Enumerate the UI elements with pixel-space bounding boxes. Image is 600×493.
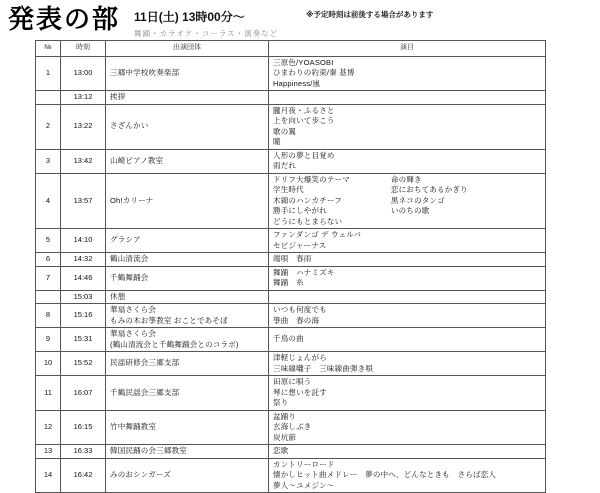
- row-number-cell: 2: [36, 104, 61, 149]
- program-line: 歌の翼: [273, 126, 297, 136]
- row-number-cell: 10: [36, 352, 61, 376]
- program-line: 朧月夜・ふるさと: [273, 105, 335, 115]
- time-cell: 14:32: [61, 253, 106, 267]
- time-cell: 15:52: [61, 352, 106, 376]
- time-cell: 14:10: [61, 229, 106, 253]
- group-cell: [106, 290, 269, 304]
- program-line: 挨拶: [110, 92, 126, 101]
- program-cell: [269, 266, 546, 290]
- program-line: 木綿のハンカチーフ: [273, 195, 342, 205]
- program-line: いのちの歌: [390, 206, 430, 215]
- row-number-cell: [36, 91, 61, 105]
- program-line: 夢人～ユメジン～: [273, 480, 335, 490]
- row-number-cell: 9: [36, 328, 61, 352]
- time-cell: 13:12: [61, 91, 106, 105]
- program-right-column: [391, 175, 541, 228]
- table-row: [36, 304, 546, 328]
- time-cell: 15:31: [61, 328, 106, 352]
- group-cell: [106, 458, 269, 493]
- program-line: もみの木お箏教室 おことであそぼ: [110, 315, 228, 325]
- group-cell: [106, 410, 269, 445]
- time-cell: 13:42: [61, 149, 106, 173]
- group-cell: [106, 304, 269, 328]
- group-cell: [106, 56, 269, 91]
- time-cell: 13:00: [61, 56, 106, 91]
- program-line: 学生時代: [273, 185, 304, 194]
- program-line: 恋におちてあるかぎり: [390, 185, 468, 194]
- program-line: グラシア: [110, 235, 141, 245]
- program-line: 千鶴舞踊会: [110, 272, 149, 282]
- row-number-cell: 5: [36, 229, 61, 253]
- group-cell: [106, 445, 269, 459]
- program-cell: [269, 352, 546, 376]
- column-header-3: 演目: [269, 41, 546, 57]
- program-line: 民謡研修会三郷支部: [110, 358, 180, 368]
- program-line: 瞳: [273, 137, 281, 146]
- time-cell: 14:46: [61, 266, 106, 290]
- table-row: [36, 445, 546, 459]
- program-line: みのおシンガーズ: [110, 470, 172, 479]
- time-cell: 13:57: [61, 173, 106, 229]
- column-header-0: №: [36, 41, 61, 57]
- program-line: カントリーロード: [273, 459, 335, 469]
- group-cell: [106, 266, 269, 290]
- program-table-body: [36, 56, 546, 493]
- program-line: 舞踊 ハナミズキ: [273, 267, 335, 277]
- group-cell: [106, 173, 269, 229]
- program-cell: [269, 304, 546, 328]
- program-line: Happiness/嵐: [273, 78, 321, 88]
- table-row: [36, 56, 546, 91]
- table-row: [36, 266, 546, 290]
- program-line: 端唄 春雨: [273, 254, 312, 263]
- row-number-cell: 12: [36, 410, 61, 445]
- program-line: ファンダンゴ デ ウェルバ: [273, 230, 362, 239]
- program-line: 雨だれ: [273, 161, 297, 170]
- program-line: 黒ネコのタンゴ: [390, 195, 445, 205]
- program-line: 三原色/YOASOBI: [273, 57, 334, 67]
- program-line: 鶴山清流会: [110, 254, 149, 263]
- program-line: 竹中舞踊教室: [110, 422, 157, 431]
- schedule-note: ※予定時刻は前後する場合があります: [306, 10, 434, 19]
- program-cell: [269, 376, 546, 411]
- group-cell: [106, 352, 269, 376]
- program-line: (鶴山清流会と千鶴舞踊会とのコラボ): [110, 339, 239, 349]
- table-row: [36, 229, 546, 253]
- time-cell: 15:03: [61, 290, 106, 304]
- program-line: いつも何度でも: [273, 305, 327, 314]
- program-line: 盆踊り: [273, 411, 297, 421]
- time-cell: 16:42: [61, 458, 106, 493]
- group-cell: [106, 376, 269, 411]
- column-header-2: 出演団体: [106, 41, 269, 57]
- table-row: [36, 328, 546, 352]
- program-line: 祭り: [273, 398, 289, 407]
- time-cell: 16:07: [61, 376, 106, 411]
- program-line: 華扇さくら会: [110, 305, 157, 314]
- program-left-column: [273, 175, 391, 228]
- program-cell: [269, 173, 546, 229]
- program-line: 上を向いて歩こう: [273, 116, 335, 125]
- group-cell: [106, 104, 269, 149]
- group-cell: [106, 328, 269, 352]
- program-line: 勝手にしやがれ: [273, 206, 327, 215]
- table-row: [36, 173, 546, 229]
- program-line: 箏曲 春の海: [273, 315, 320, 325]
- column-header-1: 時刻: [61, 41, 106, 57]
- page-title: 発表の部: [8, 4, 121, 34]
- program-line: 三味線囃子 三味線曲弾き唄: [273, 363, 374, 373]
- program-line: 三郷中学校吹奏楽部: [110, 68, 180, 77]
- time-cell: 15:16: [61, 304, 106, 328]
- program-line: どうにもとまらない: [273, 216, 343, 226]
- program-line: 炭坑節: [273, 432, 297, 442]
- program-table: [35, 40, 546, 493]
- table-header-row: [36, 41, 546, 57]
- program-line: 舞踊 糸: [273, 278, 304, 287]
- group-cell: [106, 253, 269, 267]
- row-number-cell: 6: [36, 253, 61, 267]
- row-number-cell: 4: [36, 173, 61, 229]
- page-header: [0, 0, 600, 36]
- program-cell: [269, 328, 546, 352]
- program-cell: [269, 149, 546, 173]
- row-number-cell: 1: [36, 56, 61, 91]
- program-line: 千鳥の曲: [273, 334, 304, 344]
- program-cell: [269, 56, 546, 91]
- time-cell: 16:33: [61, 445, 106, 459]
- row-number-cell: 3: [36, 149, 61, 173]
- program-line: 命の輝き: [390, 174, 422, 184]
- row-number-cell: 8: [36, 304, 61, 328]
- program-line: 琴に想いを託す: [273, 387, 327, 397]
- table-row: [36, 253, 546, 267]
- program-line: 人形の夢と目覚め: [273, 150, 335, 160]
- table-row: [36, 376, 546, 411]
- program-line: ひまわりの約束/秦 基博: [273, 68, 355, 77]
- time-cell: 13:22: [61, 104, 106, 149]
- program-cell: [269, 410, 546, 445]
- table-row: [36, 149, 546, 173]
- program-line: セビジャーナス: [273, 240, 327, 250]
- table-row-interlude: [36, 91, 546, 105]
- program-line: 恋歌: [273, 446, 289, 455]
- time-cell: 16:15: [61, 410, 106, 445]
- program-line: ドリフ大爆笑のテーマ: [273, 174, 350, 184]
- event-datetime: 11日(土) 13時00分～: [134, 10, 245, 24]
- row-number-cell: 14: [36, 458, 61, 493]
- program-line: 山崎ピアノ教室: [110, 155, 164, 165]
- program-line: さざんかい: [110, 121, 149, 131]
- table-row: [36, 410, 546, 445]
- table-row: [36, 352, 546, 376]
- program-line: 田原に唄う: [273, 377, 312, 386]
- table-row: [36, 104, 546, 149]
- event-subtitle: 舞踊・カラオケ・コーラス・演奏など: [134, 29, 279, 38]
- row-number-cell: 7: [36, 266, 61, 290]
- program-cell: [269, 253, 546, 267]
- program-line: 華扇さくら会: [110, 329, 157, 338]
- table-row: [36, 458, 546, 493]
- program-line: 韓国民踊の会三郷教室: [110, 446, 187, 455]
- group-cell: [106, 149, 269, 173]
- program-line: 懐かしヒット曲メドレー 夢の中へ、どんなときも さらば恋人: [273, 470, 497, 479]
- program-cell: [269, 290, 546, 304]
- header-datetime-block: [134, 8, 278, 39]
- program-line: 休憩: [110, 291, 126, 301]
- row-number-cell: 13: [36, 445, 61, 459]
- program-line: 玄海しぶき: [273, 422, 312, 431]
- program-cell: [269, 458, 546, 493]
- program-line: 津軽じょんがら: [273, 353, 327, 362]
- program-cell: [269, 229, 546, 253]
- program-line: 千鶴民謡会三郷支部: [110, 387, 180, 397]
- program-cell: [269, 91, 546, 105]
- row-number-cell: 11: [36, 376, 61, 411]
- group-cell: [106, 91, 269, 105]
- program-cell: [269, 104, 546, 149]
- program-cell: [269, 445, 546, 459]
- group-cell: [106, 229, 269, 253]
- table-row-interlude: [36, 290, 546, 304]
- row-number-cell: [36, 290, 61, 304]
- program-line: Oh!カリーナ: [110, 195, 154, 205]
